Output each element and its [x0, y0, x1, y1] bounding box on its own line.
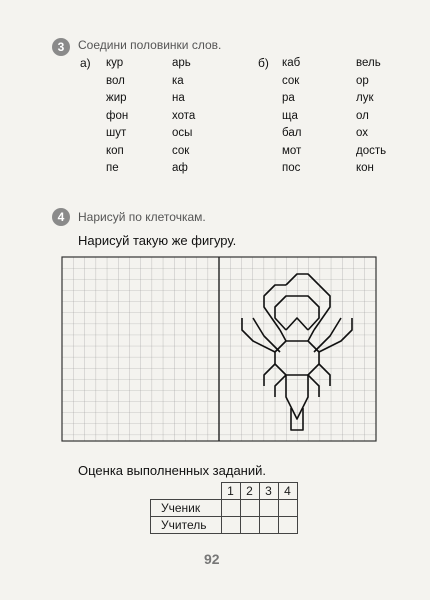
- syllable-left: каб: [282, 57, 301, 69]
- syllable-left: вол: [106, 74, 125, 87]
- teacher-row: [151, 517, 298, 534]
- syllable-left: ща: [282, 109, 298, 122]
- syllable-right: на: [172, 92, 185, 104]
- syllable-right: осы: [172, 127, 193, 139]
- syllable-right: хота: [172, 109, 196, 122]
- task-4-instruction: Нарисуй такую же фигуру.: [78, 233, 237, 248]
- syllable-right: ка: [172, 74, 184, 87]
- syllable-left: ра: [282, 92, 295, 104]
- assessment-title: Оценка выполненных заданий.: [78, 463, 266, 478]
- syllable-right: аф: [172, 162, 188, 174]
- teacher-grade-cell[interactable]: [259, 517, 278, 534]
- syllable-left: пос: [282, 162, 301, 174]
- syllable-left: мот: [282, 144, 302, 157]
- syllable-right: ол: [356, 109, 369, 122]
- syllable-left: шут: [106, 127, 127, 139]
- syllable-left: жир: [106, 92, 127, 104]
- syllable-left: коп: [106, 144, 124, 157]
- teacher-label: Учитель: [151, 517, 222, 534]
- task-column-3: 3: [259, 483, 278, 500]
- syllable-left: бал: [282, 127, 302, 139]
- syllable-left: пе: [106, 162, 119, 174]
- teacher-grade-cell[interactable]: [278, 517, 297, 534]
- syllable-right: ох: [356, 127, 369, 139]
- part-b-label: б): [258, 56, 269, 70]
- part-a-label: а): [80, 56, 91, 70]
- syllable-right: ор: [356, 74, 369, 87]
- student-grade-cell[interactable]: [221, 500, 240, 517]
- student-grade-cell[interactable]: [278, 500, 297, 517]
- student-label: Ученик: [151, 500, 222, 517]
- teacher-grade-cell[interactable]: [221, 517, 240, 534]
- student-grade-cell[interactable]: [240, 500, 259, 517]
- syllable-right: сок: [172, 144, 190, 157]
- assessment-table: [150, 482, 298, 534]
- student-row: [151, 500, 298, 517]
- task-column-1: 1: [221, 483, 240, 500]
- syllable-right: арь: [172, 57, 191, 69]
- syllable-right: вель: [356, 57, 381, 69]
- syllable-right: кон: [356, 162, 374, 174]
- task-4-badge: 4: [52, 208, 70, 226]
- assessment-header-row: [151, 483, 298, 500]
- syllable-right: дость: [356, 144, 387, 157]
- syllable-right: лук: [356, 92, 374, 104]
- syllable-left: сок: [282, 74, 300, 87]
- page-number: 92: [204, 551, 220, 567]
- teacher-grade-cell[interactable]: [240, 517, 259, 534]
- header-corner: [151, 483, 222, 500]
- task-column-4: 4: [278, 483, 297, 500]
- syllable-left: фон: [106, 109, 129, 122]
- task-column-2: 2: [240, 483, 259, 500]
- student-grade-cell[interactable]: [259, 500, 278, 517]
- task-4-heading: Нарисуй по клеточкам.: [78, 210, 206, 224]
- syllable-left: кур: [106, 57, 124, 69]
- task-3-heading: Соедини половинки слов.: [78, 38, 222, 52]
- task-3-badge: 3: [52, 38, 70, 56]
